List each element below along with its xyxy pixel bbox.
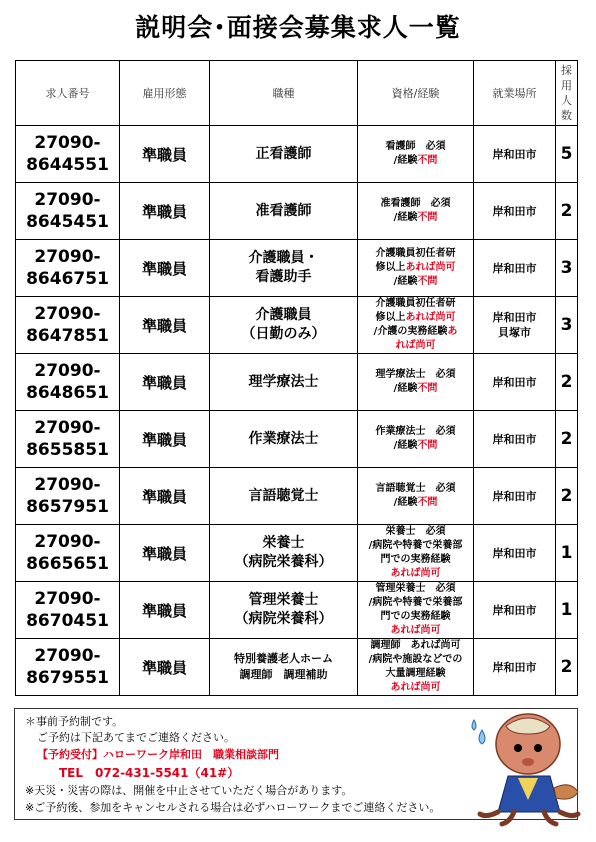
job-row <box>16 297 578 354</box>
work-location-cell: 岸和田市 <box>474 639 556 696</box>
job-number-cell: 27090- 8655851 <box>16 411 120 468</box>
employment-type-cell: 準職員 <box>120 354 210 411</box>
occupation-cell: 作業療法士 <box>210 411 358 468</box>
job-number-cell: 27090- 8665651 <box>16 525 120 582</box>
qualification-cell: 作業療法士 必須 /経験不問 <box>358 411 474 468</box>
header-hire-count: 採 用 人 数 <box>556 61 578 126</box>
employment-type-cell: 準職員 <box>120 126 210 183</box>
work-location-cell: 岸和田市 <box>474 240 556 297</box>
header-qualification: 資格/経験 <box>358 61 474 126</box>
qualification-cell: 栄養士 必須 /病院や特養で栄養部 門での実務経験 あれば尚可 <box>358 525 474 582</box>
qualification-cell: 介護職員初任者研 修以上あれば尚可 /経験不問 <box>358 240 474 297</box>
header-work-location: 就業場所 <box>474 61 556 126</box>
employment-type-cell: 準職員 <box>120 639 210 696</box>
job-row <box>16 240 578 297</box>
hire-count-cell: 2 <box>556 354 578 411</box>
work-location-cell: 岸和田市 貝塚市 <box>474 297 556 354</box>
header-occupation: 職種 <box>210 61 358 126</box>
job-row <box>16 525 578 582</box>
employment-type-cell: 準職員 <box>120 411 210 468</box>
job-row <box>16 582 578 639</box>
work-location-cell: 岸和田市 <box>474 525 556 582</box>
occupation-cell: 介護職員・ 看護助手 <box>210 240 358 297</box>
header-job-number: 求人番号 <box>16 61 120 126</box>
notice-contact-instruction: ご予約は下記あてまでご連絡ください。 <box>37 731 235 744</box>
employment-type-cell: 準職員 <box>120 525 210 582</box>
employment-type-cell: 準職員 <box>120 297 210 354</box>
job-listing-table <box>15 60 578 696</box>
qualification-cell: 言語聴覚士 必須 /経験不問 <box>358 468 474 525</box>
job-number-cell: 27090- 8657951 <box>16 468 120 525</box>
job-row <box>16 411 578 468</box>
job-number-cell: 27090- 8647851 <box>16 297 120 354</box>
job-number-cell: 27090- 8679551 <box>16 639 120 696</box>
job-number-cell: 27090- 8645451 <box>16 183 120 240</box>
employment-type-cell: 準職員 <box>120 183 210 240</box>
notice-cancel-contact: ※ご予約後、参加をキャンセルされる場合は必ずハローワークまでご連絡ください。 <box>25 801 441 814</box>
work-location-cell: 岸和田市 <box>474 126 556 183</box>
hire-count-cell: 3 <box>556 297 578 354</box>
notice-disaster-cancellation: ※天災・災害の際は、開催を中止させていただく場合があります。 <box>25 784 353 797</box>
employment-type-cell: 準職員 <box>120 240 210 297</box>
hire-count-cell: 2 <box>556 183 578 240</box>
notice-reservation-required: ＊事前予約制です。 <box>25 715 124 728</box>
qualification-cell: 管理栄養士 必須 /病院や特養で栄養部 門での実務経験 あれば尚可 <box>358 582 474 639</box>
job-number-cell: 27090- 8648651 <box>16 354 120 411</box>
qualification-cell: 看護師 必須 /経験不問 <box>358 126 474 183</box>
hire-count-cell: 2 <box>556 639 578 696</box>
hire-count-cell: 2 <box>556 468 578 525</box>
table-header-row <box>16 61 578 126</box>
job-row <box>16 183 578 240</box>
sweat-drop-icon <box>472 720 485 744</box>
work-location-cell: 岸和田市 <box>474 582 556 639</box>
qualification-cell: 准看護師 必須 /経験不問 <box>358 183 474 240</box>
occupation-cell: 准看護師 <box>210 183 358 240</box>
occupation-cell: 理学療法士 <box>210 354 358 411</box>
employment-type-cell: 準職員 <box>120 582 210 639</box>
job-row <box>16 639 578 696</box>
notice-reception-office: 【予約受付】ハローワーク岸和田 職業相談部門 <box>37 748 279 761</box>
employment-type-cell: 準職員 <box>120 468 210 525</box>
job-row <box>16 468 578 525</box>
hire-count-cell: 1 <box>556 525 578 582</box>
octopus-mascot-illustration <box>470 700 588 830</box>
qualification-cell: 調理師 あれば尚可 /病院や施設などでの 大量調理経験 あれば尚可 <box>358 639 474 696</box>
job-number-cell: 27090- 8646751 <box>16 240 120 297</box>
job-number-cell: 27090- 8670451 <box>16 582 120 639</box>
occupation-cell: 特別養護老人ホーム 調理師 調理補助 <box>210 639 358 696</box>
hire-count-cell: 5 <box>556 126 578 183</box>
page-title: 説明会･面接会募集求人一覧 <box>135 13 461 42</box>
job-row <box>16 126 578 183</box>
qualification-cell: 理学療法士 必須 /経験不問 <box>358 354 474 411</box>
hire-count-cell: 3 <box>556 240 578 297</box>
occupation-cell: 正看護師 <box>210 126 358 183</box>
hire-count-cell: 2 <box>556 411 578 468</box>
notice-phone-number: TEL 072-431-5541（41#） <box>59 766 240 780</box>
occupation-cell: 言語聴覚士 <box>210 468 358 525</box>
qualification-cell: 介護職員初任者研 修以上あれば尚可 /介護の実務経験あ れば尚可 <box>358 297 474 354</box>
occupation-cell: 介護職員 （日勤のみ） <box>210 297 358 354</box>
hire-count-cell: 1 <box>556 582 578 639</box>
occupation-cell: 栄養士 （病院栄養科） <box>210 525 358 582</box>
work-location-cell: 岸和田市 <box>474 183 556 240</box>
header-employment-type: 雇用形態 <box>120 61 210 126</box>
job-number-cell: 27090- 8644551 <box>16 126 120 183</box>
work-location-cell: 岸和田市 <box>474 354 556 411</box>
work-location-cell: 岸和田市 <box>474 411 556 468</box>
occupation-cell: 管理栄養士 （病院栄養科） <box>210 582 358 639</box>
job-row <box>16 354 578 411</box>
work-location-cell: 岸和田市 <box>474 468 556 525</box>
